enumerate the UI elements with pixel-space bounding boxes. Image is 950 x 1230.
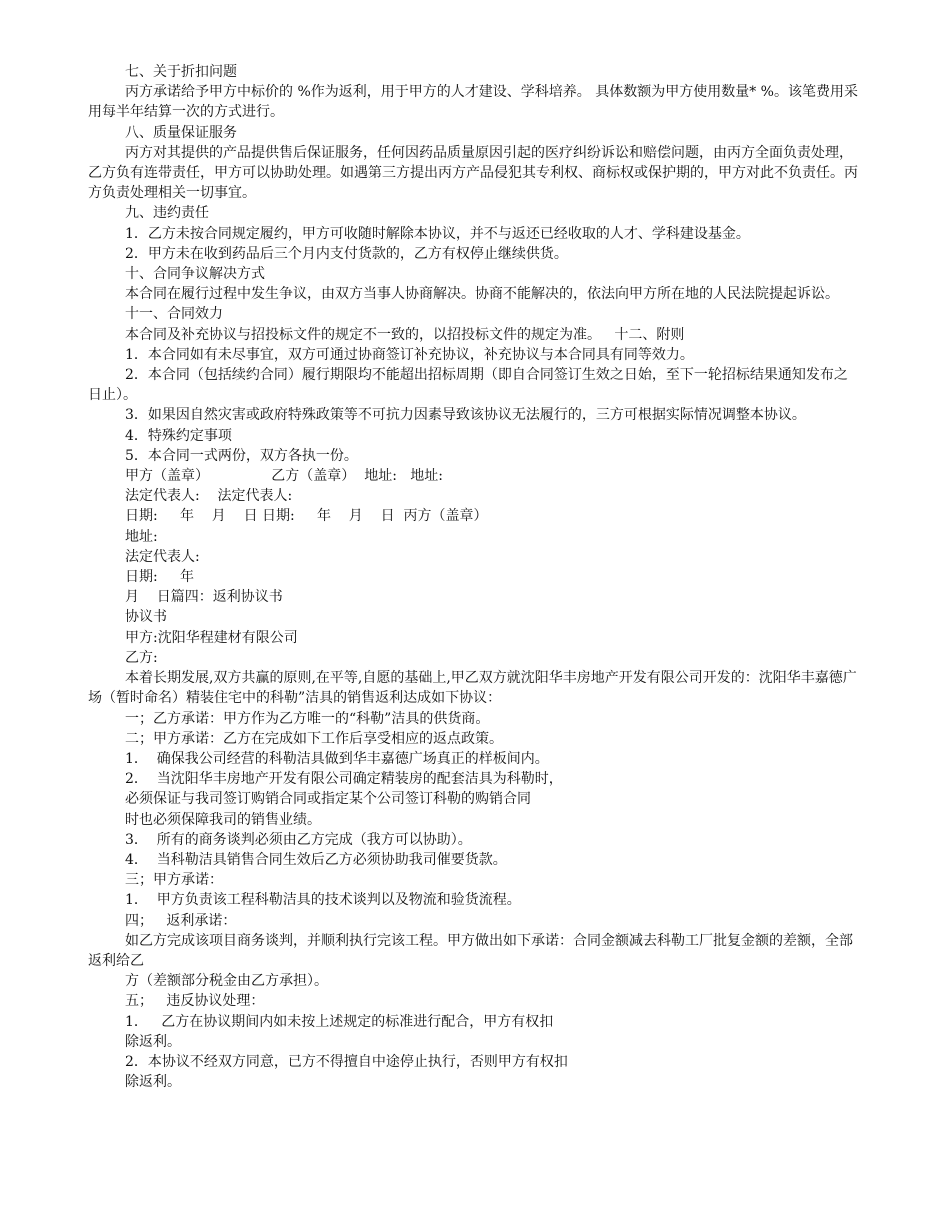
- clause-2-item-3: 3． 所有的商务谈判必须由乙方完成（我方可以协助）。: [125, 831, 472, 848]
- paragraph-discount: 丙方承诺给予甲方中标价的 %作为返利，用于甲方的人才建设、学科培养。 具体数额为甲方使用数量* %。该笔费用采用每半年结算一次的方式进行。: [88, 84, 858, 121]
- signature-representative: 法定代表人:: [125, 548, 200, 565]
- paragraph-validity: 本合同及补充协议与招投标文件的规定不一致的，以招投标文件的规定为准。 十二、附则: [125, 326, 685, 343]
- clause-2-item-2-cont-2: 时也必须保障我司的销售业绩。: [125, 811, 321, 828]
- clause-2-item-2: 2． 当沈阳华丰房地产开发有限公司确定精装房的配套洁具为科勒时，: [125, 771, 563, 788]
- breach-item-2: 2．甲方未在收到药品后三个月内支付货款的，乙方有权停止继续供货。: [125, 245, 568, 262]
- appendix-item-1: 1．本合同如有未尽事宜，双方可通过协商签订补充协议，补充协议与本合同具有同等效力。: [125, 346, 694, 363]
- signature-address: 地址:: [125, 528, 158, 545]
- clause-3: 三；甲方承诺：: [125, 872, 223, 889]
- clause-2: 二；甲方承诺：乙方在完成如下工作后享受相应的返点政策。: [125, 730, 503, 747]
- clause-1: 一；乙方承诺：甲方作为乙方唯一的“科勒”洁具的供货商。: [125, 710, 490, 727]
- paragraph-quality: 丙方对其提供的产品提供售后保证服务，任何因药品质量原因引起的医疗纠纷诉讼和赔偿问题，由丙方全面负责处理，乙方负有连带责任，甲方可以协助处理。如遇第三方提出丙方产品侵犯其专利权、商标权或保护期的，甲方对此不负责任。丙方负责处理相关一切事宜。: [88, 144, 858, 202]
- appendix-item-3: 3．如果因自然灾害或政府特殊政策等不可抗力因素导致该协议无法履行的，三方可根据实际情况调整本协议。: [125, 407, 806, 424]
- section-heading-dispute: 十、合同争议解决方式: [125, 266, 265, 283]
- appendix-item-2: 2．本合同（包括续约合同）履行期限均不能超出招标周期（即自合同签订生效之日始，至下一轮招标结果通知发布之日止）。: [88, 367, 848, 404]
- clause-2-item-2-cont-1: 必须保证与我司签订购销合同或指定某个公司签订科勒的购销合同: [125, 791, 531, 808]
- appendix-item-5: 5．本合同一式两份，双方各执一份。: [125, 447, 358, 464]
- section-heading-breach: 九、违约责任: [125, 205, 209, 222]
- clause-4: 四； 返利承诺：: [125, 912, 237, 929]
- section-heading-discount: 七、关于折扣问题: [125, 64, 237, 80]
- clause-3-item-1: 1． 甲方负责该工程科勒洁具的技术谈判以及物流和验货流程。: [125, 892, 521, 909]
- party-a: 甲方:沈阳华程建材有限公司: [125, 629, 298, 646]
- section-heading-quality: 八、质量保证服务: [125, 124, 237, 141]
- clause-5-item-1-cont: 除返利。: [125, 1033, 181, 1050]
- appendix-item-4: 4．特殊约定事项: [125, 427, 232, 444]
- paragraph-dispute: 本合同在履行过程中发生争议，由双方当事人协商解决。协商不能解决的，依法向甲方所在地的人民法院提起诉讼。: [125, 286, 839, 303]
- agreement-title: 协议书: [125, 609, 167, 626]
- agreement-preamble: 本着长期发展,双方共赢的原则,在平等,自愿的基础上,甲乙双方就沈阳华丰房地产开发有限公司开发的：沈阳华丰嘉德广场（暂时命名）精装住宅中的科勒”洁具的销售返利达成如下协议：: [88, 670, 857, 707]
- clause-5-item-2-cont: 除返利。: [125, 1074, 181, 1091]
- chapter-title-rebate: 月 日篇四：返利协议书: [125, 589, 283, 606]
- clause-5-item-2: 2．本协议不经双方同意，已方不得擅自中途停止执行，否则甲方有权扣: [125, 1053, 568, 1070]
- clause-5: 五； 违反协议处理：: [125, 993, 265, 1010]
- signature-line-dates: 日期: 年 月 日 日期: 年 月 日 丙方（盖章）: [125, 508, 488, 525]
- clause-2-item-4: 4． 当科勒洁具销售合同生效后乙方必须协助我司催要货款。: [125, 851, 507, 868]
- signature-date: 日期: 年: [125, 569, 194, 586]
- signature-line-parties: 甲方（盖章） 乙方（盖章） 地址: 地址:: [125, 468, 443, 485]
- clause-5-item-1: 1． 乙方在协议期间内如未按上述规定的标准进行配合，甲方有权扣: [125, 1013, 554, 1030]
- document-page: [88, 62, 858, 1092]
- breach-item-1: 1．乙方未按合同规定履约，甲方可收随时解除本协议，并不与返还已经收取的人才、学科建设基金。: [125, 225, 750, 242]
- clause-2-item-1: 1． 确保我公司经营的科勒洁具做到华丰嘉德广场真正的样板间内。: [125, 750, 549, 767]
- clause-4-text: 如乙方完成该项目商务谈判，并顺利执行完该工程。甲方做出如下承诺：合同金额减去科勒工厂批复金额的差额，全部返利给乙: [88, 932, 853, 969]
- party-b: 乙方:: [125, 649, 158, 666]
- signature-line-representatives: 法定代表人: 法定代表人:: [125, 488, 293, 505]
- clause-4-text-cont: 方（差额部分税金由乙方承担）。: [125, 973, 328, 990]
- section-heading-validity: 十一、合同效力: [125, 306, 223, 323]
